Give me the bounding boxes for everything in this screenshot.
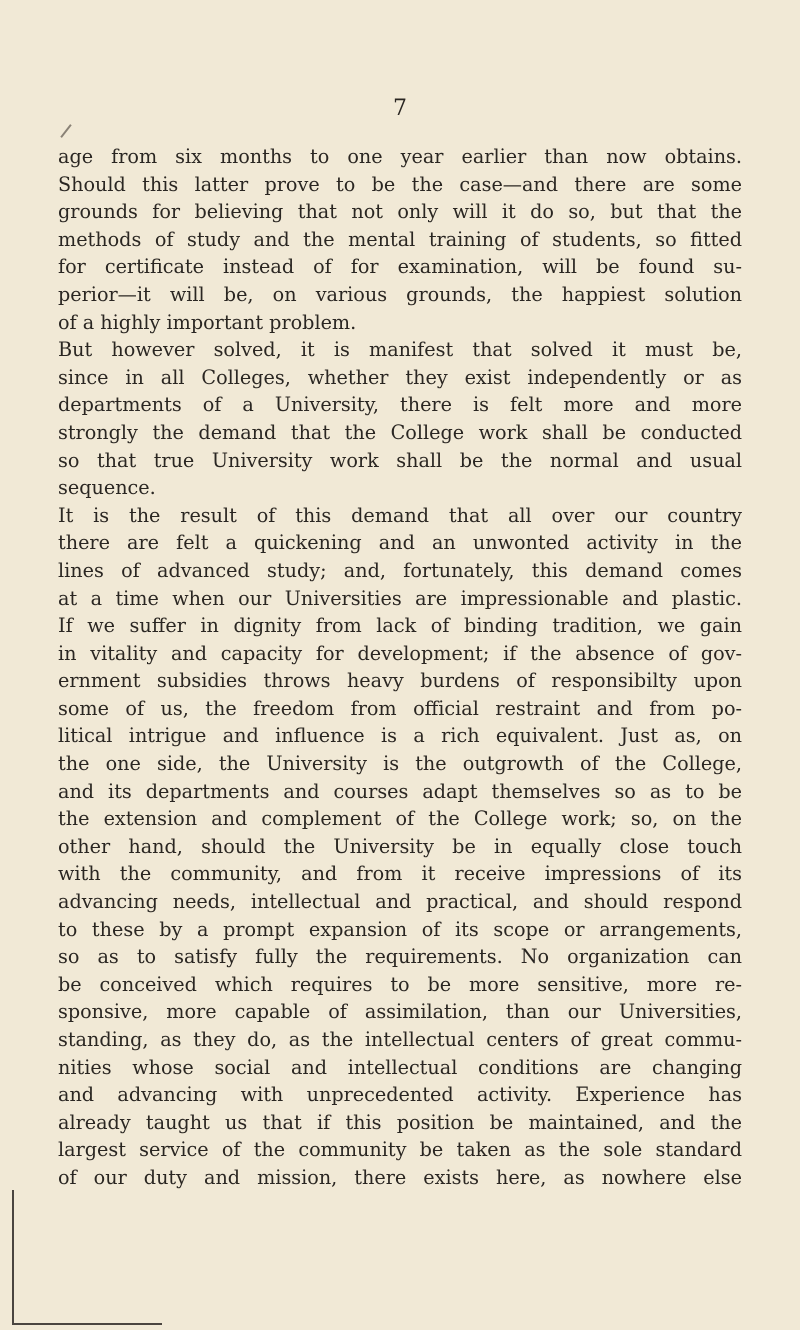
text-line: strongly the demand that the College work shall be conducted bbox=[58, 420, 742, 444]
text-line: perior—it will be, on various grounds, the happiest solution bbox=[58, 282, 742, 306]
text-line: largest service of the community be taken as the sole standard bbox=[58, 1138, 742, 1162]
text-line: so as to satisfy fully the requirements. No organization can bbox=[58, 945, 742, 969]
margin-tick-mark bbox=[60, 124, 71, 138]
text-line: and advancing with unprecedented activity. Experience has bbox=[58, 1083, 742, 1107]
text-line: If we suffer in dignity from lack of binding tradition, we gain bbox=[58, 614, 742, 638]
text-line: lines of advanced study; and, fortunately, this demand comes bbox=[58, 558, 742, 582]
text-line: nities whose social and intellectual conditions are changing bbox=[58, 1055, 742, 1079]
text-line: already taught us that if this position be maintained, and the bbox=[58, 1110, 742, 1134]
text-line: at a time when our Universities are impressionable and plastic. bbox=[58, 586, 742, 610]
crop-mark-horizontal bbox=[12, 1323, 162, 1325]
text-line: of a highly important problem. bbox=[58, 310, 357, 334]
text-line: in vitality and capacity for development; if the absence of gov- bbox=[58, 641, 742, 665]
text-line: grounds for believing that not only will it do so, but that the bbox=[58, 200, 742, 224]
text-line: the extension and complement of the College work; so, on the bbox=[58, 807, 742, 831]
crop-mark-vertical bbox=[12, 1190, 14, 1325]
text-line: But however solved, it is manifest that solved it must be, bbox=[58, 338, 742, 362]
text-line: other hand, should the University be in equally close touch bbox=[58, 834, 742, 858]
text-line: be conceived which requires to be more sensitive, more re- bbox=[58, 972, 742, 996]
text-line: standing, as they do, as the intellectual centers of great commu- bbox=[58, 1028, 742, 1051]
text-line: so that true University work shall be the normal and usual bbox=[58, 448, 742, 472]
text-line: since in all Colleges, whether they exist independently or as bbox=[58, 365, 742, 389]
text-line: and its departments and courses adapt themselves so as to be bbox=[58, 779, 742, 803]
text-line: with the community, and from it receive impressions of its bbox=[58, 862, 742, 886]
text-line: Should this latter prove to be the case—and there are some bbox=[58, 172, 742, 196]
text-line: sequence. bbox=[58, 476, 156, 500]
text-line: some of us, the freedom from official restraint and from po- bbox=[58, 696, 742, 720]
body-text bbox=[58, 143, 742, 1192]
text-line: to these by a prompt expansion of its scope or arrangements, bbox=[58, 917, 742, 941]
text-line: ernment subsidies throws heavy burdens of responsibilty upon bbox=[58, 669, 742, 693]
text-line: age from six months to one year earlier than now obtains. bbox=[58, 145, 742, 168]
text-line: advancing needs, intellectual and practical, and should respond bbox=[58, 890, 742, 914]
text-line: litical intrigue and influence is a rich equivalent. Just as, on bbox=[58, 724, 742, 748]
text-line: methods of study and the mental training of students, so fitted bbox=[58, 227, 742, 251]
text-line: departments of a University, there is felt more and more bbox=[58, 393, 742, 417]
text-line: of our duty and mission, there exists here, as nowhere else bbox=[58, 1165, 742, 1189]
text-line: sponsive, more capable of assimilation, than our Universities, bbox=[58, 1000, 742, 1024]
text-line: the one side, the University is the outgrowth of the College, bbox=[58, 752, 742, 776]
text-line: for certificate instead of for examination, will be found su- bbox=[58, 255, 742, 279]
text-line: there are felt a quickening and an unwonted activity in the bbox=[58, 531, 742, 555]
page-number: 7 bbox=[393, 96, 407, 121]
text-line: It is the result of this demand that all over our country bbox=[58, 503, 742, 527]
